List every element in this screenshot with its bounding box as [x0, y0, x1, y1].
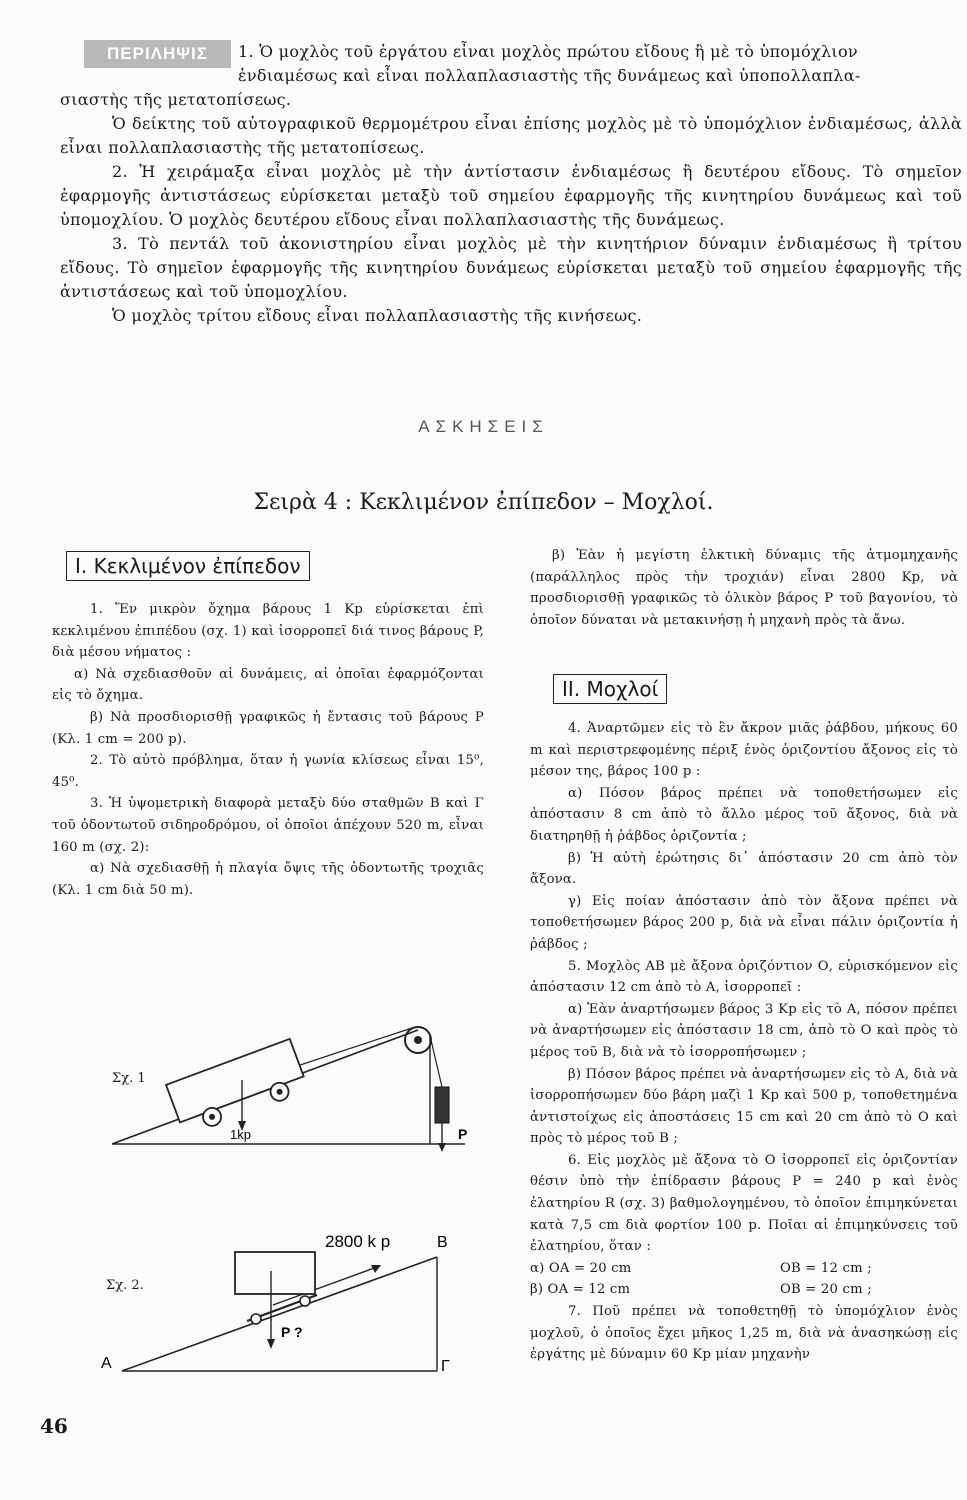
- q5a-text: α) Ἐὰν ἀναρτήσωμεν βάρος 3 Kp εἰς τὸ Α, πόσον πρέπει νὰ ἀναρτήσωμεν εἰς ἀπόστασιν 18 cm, ἀπὸ τὸ Ο καὶ πρὸς τὸ μέρος τοῦ Β, διὰ νὰ τὸ ἰσορροπήσωμεν ;: [530, 1001, 958, 1060]
- summary-p1-line1: 1. Ὁ μοχλὸς τοῦ ἐργάτου εἶναι μοχλὸς πρώτου εἴδους ἢ μὲ τὸ ὑπομόχλιον: [238, 42, 858, 61]
- fig2-b-label: Β: [437, 1234, 448, 1251]
- summary-p2: Ὁ δείκτης τοῦ αὐτογραφικοῦ θερμομέτρου εἶναι ἐπίσης μοχλὸς μὲ τὸ ὑπομόχλιον ἐνδιαμέσως, ἀλλὰ εἶναι πολλαπλασιαστὴς τῆς μετατοπίσεως.: [60, 114, 962, 157]
- q1a-text: α) Νὰ σχεδιασθοῦν αἱ δυνάμεις, αἱ ὁποῖαι ἐφαρμόζονται εἰς τὸ ὄχημα.: [52, 666, 484, 704]
- summary-p1-line2: ἐνδιαμέσως καὶ εἶναι πολλαπλασιαστὴς τῆς δυνάμεως καὶ ὑποπολλαπλα-: [238, 66, 861, 85]
- fig2-p-label: P ?: [281, 1324, 303, 1340]
- fig2-label: Σχ. 2.: [106, 1278, 144, 1293]
- q4a-text: α) Πόσον βάρος πρέπει νὰ τοποθετήσωμεν εἰς ἀπόστασιν 8 cm ἀπὸ τὸ ἄλλο μέρος τοῦ ἄξονος, διὰ νὰ διατηρηθῇ ἡ ῥάβδος ὁριζοντία ;: [530, 785, 958, 844]
- exercises-heading: ΑΣΚΗΣΕΙΣ: [418, 417, 549, 436]
- summary-p1-line3: σιαστὴς τῆς μετατοπίσεως.: [60, 90, 292, 109]
- q6a-row: [530, 1258, 958, 1280]
- fig2-g-label: Γ: [441, 1358, 450, 1375]
- q3a-text: α) Νὰ σχεδιασθῇ ἡ πλαγία ὄψις τῆς ὀδοντωτῆς τροχιᾶς (Κλ. 1 cm διὰ 50 m).: [52, 861, 484, 898]
- page-number: 46: [40, 1414, 68, 1438]
- summary-block: [60, 40, 962, 328]
- q3b-text: β) Ἐὰν ἡ μεγίστη ἑλκτικὴ δύναμις τῆς ἀτμομηχανῆς (παράλληλος πρὸς τὴν τροχιάν) εἶναι 2800 Kp, νὰ προσδιορισθῇ γραφικῶς τὸ ὁλικὸν βάρος P τοῦ βαγονίου, τὸ ὁποῖον δύναται νὰ μετακινήσῃ ἡ μηχανὴ πρὸς τὰ ἄνω.: [530, 548, 958, 628]
- figure-1: [100, 1025, 480, 1165]
- fig2-a-label: Α: [101, 1355, 112, 1372]
- fig2-wheel-2: [300, 1296, 310, 1306]
- q1b-text: β) Νὰ προσδιορισθῇ γραφικῶς ἡ ἔντασις τοῦ βάρους P (Κλ. 1 cm = 200 p).: [52, 709, 484, 747]
- q6b-row: [530, 1279, 958, 1301]
- right-column: [530, 718, 958, 1366]
- section2-title: ΙΙ. Μοχλοί: [553, 674, 667, 704]
- q4b-text: β) Ἡ αὐτὴ ἐρώτησις δι᾽ ἀπόστασιν 20 cm ἀπὸ τὸν ἄξονα.: [530, 850, 958, 888]
- section1-title: Ι. Κεκλιμένον ἐπίπεδον: [66, 551, 310, 581]
- q1-text: 1. Ἕν μικρὸν ὄχημα βάρους 1 Kp εὑρίσκεται ἐπὶ κεκλιμένου ἐπιπέδου (σχ. 1) καὶ ἰσορροπεῖ διά τινος βάρους P, διὰ μέσου νήματος :: [52, 602, 484, 661]
- q5-text: 5. Μοχλὸς ΑΒ μὲ ἄξονα ὁριζόντιον Ο, εὑρισκόμενον εἰς ἀπόστασιν 12 cm ἀπὸ τὸ Α, ἰσορροπεῖ :: [530, 958, 958, 996]
- figure-2: [95, 1225, 475, 1375]
- fig1-p-arrowhead: [438, 1143, 446, 1152]
- q6-text: 6. Εἰς μοχλὸς μὲ ἄξονα τὸ Ο ἰσορροπεῖ εἰς ὁριζοντίαν θέσιν ὑπὸ τὴν ἐπίδρασιν βάρους P = 240 p καὶ ἑνὸς ἐλατηρίου R (σχ. 3) βαθμολογημένου, τὸ ὁποῖον ἐπιμηκύνεται κατὰ 7,5 cm διὰ φορτίον 100 p. Ποῖαι αἱ ἐπιμηκύνσεις τοῦ ἐλατηρίου, ὅταν :: [530, 1152, 958, 1255]
- q6b-ob: ΟΒ = 20 cm ;: [780, 1282, 872, 1298]
- fig1-label: Σχ. 1: [112, 1071, 146, 1086]
- q4c-text: γ) Εἰς ποίαν ἀπόστασιν ἀπὸ τὸν ἄξονα πρέπει νὰ τοποθετήσωμεν βάρος 200 p, διὰ νὰ εἶναι πάλιν ὁριζοντία ἡ ῥάβδος ;: [530, 893, 958, 952]
- q2-text: 2. Τὸ αὐτὸ πρόβλημα, ὅταν ἡ γωνία κλίσεως εἶναι 15⁰, 45⁰.: [52, 753, 484, 790]
- fig1-cart: [166, 1039, 309, 1137]
- q3-text: 3. Ἡ ὑψομετρικὴ διαφορὰ μεταξὺ δύο σταθμῶν Β καὶ Γ τοῦ ὀδοντωτοῦ σιδηροδρόμου, οἱ ὁποῖοι ἀπέχουν 520 m, εἶναι 160 m (σχ. 2):: [52, 796, 484, 855]
- fig1-hanging-weight: [435, 1087, 449, 1123]
- fig1-pulley-hub: [414, 1036, 422, 1044]
- q6b-oa: β) ΟΑ = 12 cm: [530, 1282, 631, 1298]
- summary-p3: 2. Ἡ χειράμαξα εἶναι μοχλὸς μὲ τὴν ἀντίστασιν ἐνδιαμέσως ἢ δευτέρου εἴδους. Τὸ σημεῖον ἐφαρμογῆς ἀντιστάσεως εὑρίσκεται μεταξὺ τοῦ σημείου ἐφαρμογῆς τῆς κινητηρίου δυνάμεως καὶ τοῦ ὑπομοχλίου. Ὁ μοχλὸς δευτέρου εἴδους εἶναι πολλαπλασιαστὴς τῆς δυνάμεως.: [60, 162, 962, 229]
- summary-p4: 3. Τὸ πεντάλ τοῦ ἀκονιστηρίου εἶναι μοχλὸς μὲ τὴν κινητήριον δύναμιν ἐνδιαμέσως ἢ τρίτου εἴδους. Τὸ σημεῖον ἐφαρμογῆς τῆς κινητηρίου δυνάμεως εὑρίσκεται μεταξὺ τοῦ σημείου ἐφαρμογῆς τῆς ἀντιστάσεως καὶ τοῦ ὑπομοχλίου.: [60, 234, 962, 301]
- summary-p5: Ὁ μοχλὸς τρίτου εἴδους εἶναι πολλαπλασιαστὴς τῆς κινήσεως.: [112, 306, 643, 325]
- series-title: Σειρὰ 4 : Κεκλιμένον ἐπίπεδον – Μοχλοί.: [253, 490, 714, 515]
- fig2-weight-arrowhead: [267, 1339, 275, 1349]
- q5b-text: β) Πόσον βάρος πρέπει νὰ ἀναρτήσωμεν εἰς τὸ Α, διὰ νὰ ἰσορροπήσωμεν δύο βάρη μαζὶ 1 Kp καὶ 500 p, τοποθετημένα ἀντιστοίχως εἰς ἀποστάσεις 15 cm καὶ 20 cm ἀπὸ τὸ Ο καὶ πρὸς τὸ μέρος τοῦ Β ;: [530, 1066, 958, 1147]
- q4-text: 4. Ἀναρτῶμεν εἰς τὸ ἓν ἄκρον μιᾶς ῥάβδου, μήκους 60 m καὶ περιστρεφομένης πέριξ ἑνὸς ὁριζοντίου ἄξονος εἰς τὸ μέσον της, βάρος 100 p :: [530, 721, 958, 780]
- q6a-oa: α) ΟΑ = 20 cm: [530, 1260, 632, 1276]
- left-column: [52, 599, 484, 901]
- fig2-wheel-1: [251, 1314, 261, 1324]
- q6a-ob: ΟΒ = 12 cm ;: [780, 1260, 872, 1276]
- right-column-top: [530, 545, 958, 631]
- fig2-wagon: [235, 1252, 315, 1294]
- q7-text: 7. Ποῦ πρέπει νὰ τοποθετηθῇ τὸ ὑπομόχλιον ἑνὸς μοχλοῦ, ὁ ὁποῖος ἔχει μῆκος 1,25 m, διὰ νὰ ἀνασηκώσῃ εἰς ἐργάτης μὲ δύναμιν 60 Kp μίαν μηχανὴν: [530, 1304, 958, 1363]
- fig1-hanging-string: [431, 1040, 442, 1087]
- summary-badge: ΠΕΡΙΛΗΨΙΣ: [84, 40, 231, 68]
- fig2-force-label: 2800 k p: [325, 1232, 391, 1251]
- fig1-p-label: P: [458, 1126, 468, 1142]
- fig1-weight-label: 1kp: [230, 1127, 251, 1142]
